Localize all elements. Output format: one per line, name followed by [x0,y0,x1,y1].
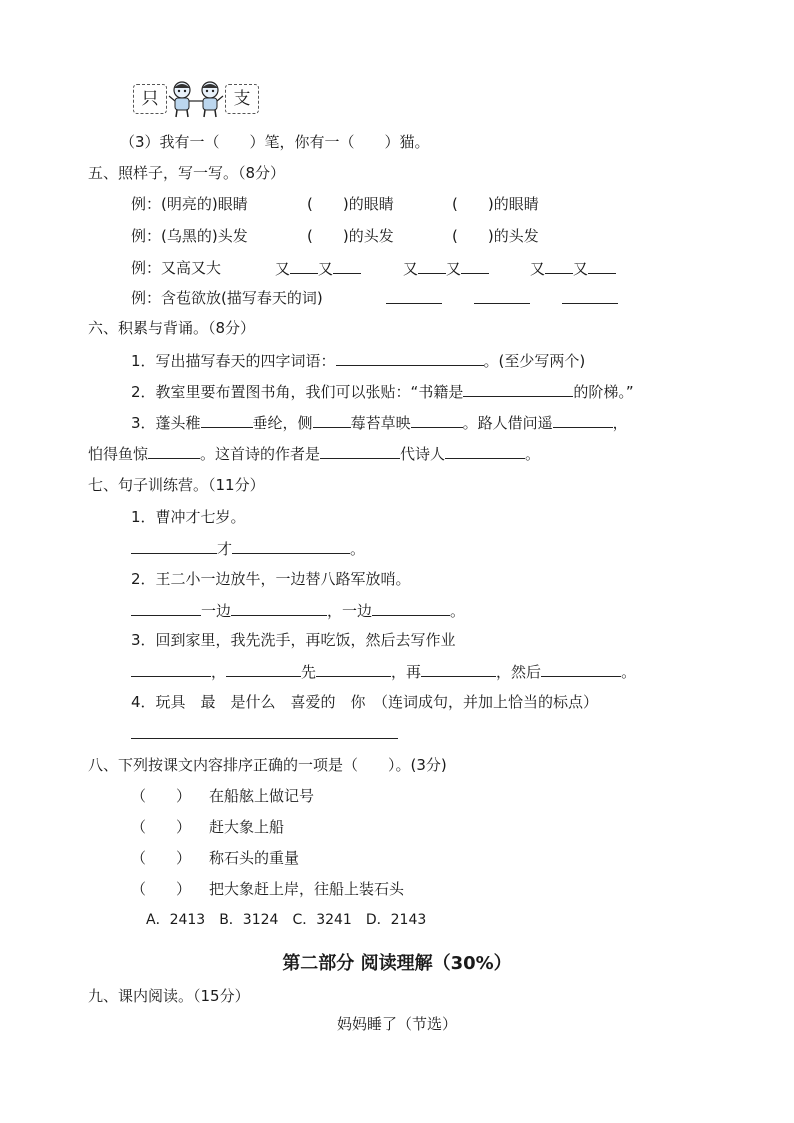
s6-q3-continued: 怕得鱼惊 。这首诗的作者是 代诗人 。 [88,445,541,463]
s5-example2-blank1: ( )的头发 [307,227,394,245]
s5-example3-answer1: 又 又 [275,258,361,279]
s5-example3-answer2: 又 又 [403,258,489,279]
char-box-left: 只 [133,84,167,114]
s6-q2: 2．教室里要布置图书角，我们可以张贴：“书籍是 的阶梯。” [131,383,634,401]
s7-q3-text: 3．回到家里，我先洗手，再吃饭，然后去写作业 [131,631,456,649]
s5-example4-blank2 [474,288,530,309]
s5-example4-blank3 [562,288,618,309]
s8-item-3: （ ） 称石头的重量 [131,849,300,867]
s5-example2-label: 例：(乌黑的)头发 [131,227,248,245]
s7-q1-answer: 才 。 [131,538,365,559]
s5-example4-label: 例：含苞欲放(描写春天的词) [131,289,323,307]
s7-q2-text: 2．王二小一边放牛，一边替八路军放哨。 [131,570,411,588]
twin-figures-illustration [167,80,225,118]
s5-example3-label: 例：又高又大 [131,259,222,277]
section-9-title: 九、课内阅读。（15分） [88,987,250,1005]
s5-example1-label: 例：(明亮的)眼睛 [131,195,248,213]
s8-item-2: （ ） 赶大象上船 [131,818,285,836]
s6-q3: 3．蓬头稚 垂纶，侧 莓苔草映 。路人借问遥 ， [131,414,628,432]
s8-item-4: （ ） 把大象赶上岸，往船上装石头 [131,880,405,898]
char-box-right: 支 [225,84,259,114]
s5-example2-blank2: ( )的头发 [452,227,539,245]
character-card [131,80,261,118]
s8-options: A．2413 B．3124 C．3241 D．2143 [146,912,427,928]
s5-example1-blank1: ( )的眼睛 [307,195,394,213]
s7-q4-text: 4．玩具 最 是什么 喜爱的 你 （连词成句，并加上恰当的标点） [131,693,599,711]
s7-q4-answer-line [131,723,398,744]
section-6-title: 六、积累与背诵。（8分） [88,319,256,337]
passage-title: 妈妈睡了（节选） [336,1015,457,1033]
s7-q3-answer: ， 先 ，再 ，然后 。 [131,661,636,682]
section-7-title: 七、句子训练营。（11分） [88,476,265,494]
s8-item-1: （ ） 在船舷上做记号 [131,787,315,805]
q4-3-text: （3）我有一（ ）笔，你有一（ ）猫。 [120,133,430,151]
s6-q1: 1．写出描写春天的四字词语： 。(至少写两个) [131,352,586,370]
s7-q2-answer: 一边 ，一边 。 [131,600,465,621]
s5-example4-blank1 [386,288,442,309]
s5-example1-blank2: ( )的眼睛 [452,195,539,213]
s5-example3-answer3: 又 又 [530,258,616,279]
part-2-heading: 第二部分 阅读理解（30%） [282,953,512,974]
section-8-title: 八、下列按课文内容排序正确的一项是（ ）。(3分) [88,756,447,774]
section-5-title: 五、照样子，写一写。（8分） [88,164,286,182]
s7-q1-text: 1．曹冲才七岁。 [131,508,246,526]
